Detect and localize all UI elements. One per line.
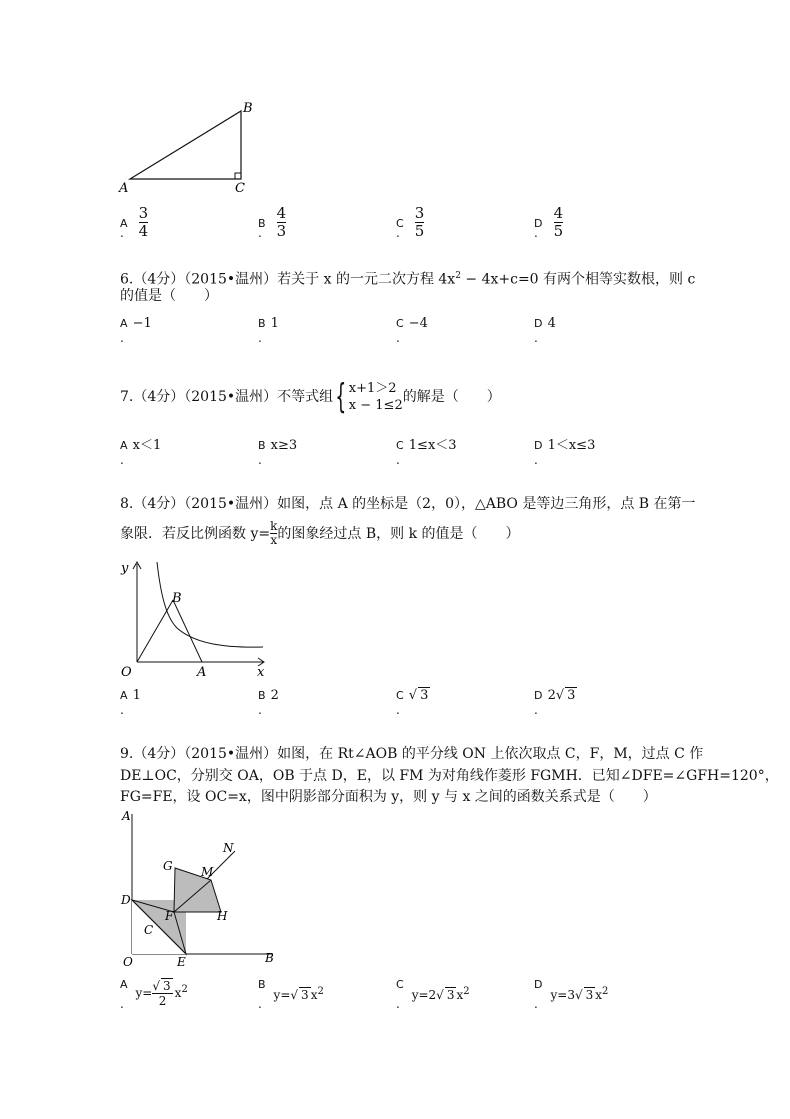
svg-text:G: G [163, 859, 173, 873]
fraction: $\frac{4}{3}$ [276, 204, 287, 240]
q7-stem: 7.（4分）（2015•温州）不等式组 { x+1＞2 x − 1≤2 的解是（ ） [120, 377, 501, 417]
q8-stem-line2: 象限．若反比例函数 y= $\frac{k}{x}$ 的图象经过点 B，则 k 的值是（ ） [120, 519, 520, 547]
q9-option-c[interactable]: C . y=2√ 3 $x^2$ [396, 978, 470, 1011]
q9-option-b[interactable]: B . y=√ 3 $x^2$ [258, 978, 324, 1011]
q7-option-b[interactable]: B x≥3 . [258, 438, 298, 467]
svg-text:C: C [144, 923, 154, 937]
point-label-a: A [119, 181, 129, 196]
q9-stem-line2: DE⊥OC，分别交 OA，OB 于点 D，E，以 FM 为对角线作菱形 FGMH．已知∠DFE=∠GFH=120°， [120, 768, 779, 784]
svg-text:H: H [217, 909, 228, 923]
svg-text:N: N [223, 841, 234, 855]
svg-text:x: x [257, 665, 265, 680]
option-letter: A [120, 217, 128, 230]
q5-option-d[interactable] [534, 205, 563, 240]
option-dot: . [396, 226, 400, 240]
svg-text:y: y [121, 561, 129, 576]
q7-option-c[interactable]: C 1≤x＜3 . [396, 438, 457, 467]
svg-text:E: E [177, 955, 186, 969]
point-label-b: B [243, 101, 253, 116]
inequality-system: { x+1＞2 x − 1≤2 [335, 377, 403, 417]
q9-stem-line3: FG=FE，设 OC=x，图中阴影部分面积为 y，则 y 与 x 之间的函数关系式是（ ） [120, 789, 657, 805]
option-letter: B [258, 217, 266, 230]
rhombus-bisector-figure [115, 808, 280, 973]
q8-option-c[interactable]: C √ 3 . [396, 688, 429, 717]
q8-option-b[interactable]: B 2 . [258, 688, 279, 717]
svg-text:D: D [121, 893, 131, 907]
q9-stem-line1: 9.（4分）（2015•温州）如图，在 Rt∠AOB 的平分线 ON 上依次取点 C，F，M，过点 C 作 [120, 746, 704, 762]
q6-option-d[interactable]: D 4 . [534, 316, 556, 345]
q6-option-c[interactable]: C −4 . [396, 316, 428, 345]
fraction: $\frac{3}{5}$ [414, 204, 425, 240]
svg-text:A: A [122, 809, 131, 823]
q8-option-a[interactable]: A 1 . [120, 688, 141, 717]
option-dot: . [258, 226, 262, 240]
q7-option-d[interactable]: D 1＜x≤3 . [534, 438, 596, 467]
q8-option-d[interactable]: D 2√ 3 . [534, 688, 576, 717]
option-dot: . [120, 226, 124, 240]
svg-text:F: F [165, 909, 174, 923]
q8-stem-line1: 8.（4分）（2015•温州）如图，点 A 的坐标是（2，0），△ABO 是等边三角形，点 B 在第一 [120, 496, 696, 512]
svg-text:B: B [265, 951, 274, 965]
q6-option-a[interactable]: A −1 . [120, 316, 152, 345]
q5-option-a[interactable] [120, 205, 148, 240]
q9-option-d[interactable]: D . y=3√ 3 $x^2$ [534, 978, 609, 1011]
option-dot: . [534, 226, 538, 240]
q6-option-b[interactable]: B 1 . [258, 316, 279, 345]
triangle-abc-figure [115, 100, 260, 200]
fraction-k-over-x: $\frac{k}{x}$ [270, 519, 278, 547]
fraction: $\frac{3}{4}$ [138, 204, 149, 240]
hyperbola-figure [115, 558, 275, 680]
q9-option-a[interactable]: A . y= $\frac{√ 3}{2}$ x $^2$ [120, 978, 188, 1011]
option-letter: C [396, 217, 404, 230]
q5-option-b[interactable] [258, 205, 286, 240]
q7-option-a[interactable]: A x＜1 . [120, 438, 162, 467]
q6-stem-line2: 的值是（ ） [120, 288, 218, 304]
svg-text:O: O [121, 665, 132, 680]
fraction: $\frac{4}{5}$ [553, 204, 564, 240]
point-label-c: C [235, 181, 245, 196]
svg-text:B: B [172, 591, 182, 606]
svg-text:M: M [201, 865, 214, 879]
q5-option-c[interactable] [396, 205, 424, 240]
q6-stem-line1: 6.（4分）（2015•温州）若关于 x 的一元二次方程 $4x^2 - 4x+c=0$ 有两个相等实数根，则 c [120, 271, 696, 288]
svg-text:O: O [123, 955, 133, 969]
svg-text:A: A [197, 665, 207, 680]
option-letter: D [534, 217, 543, 230]
